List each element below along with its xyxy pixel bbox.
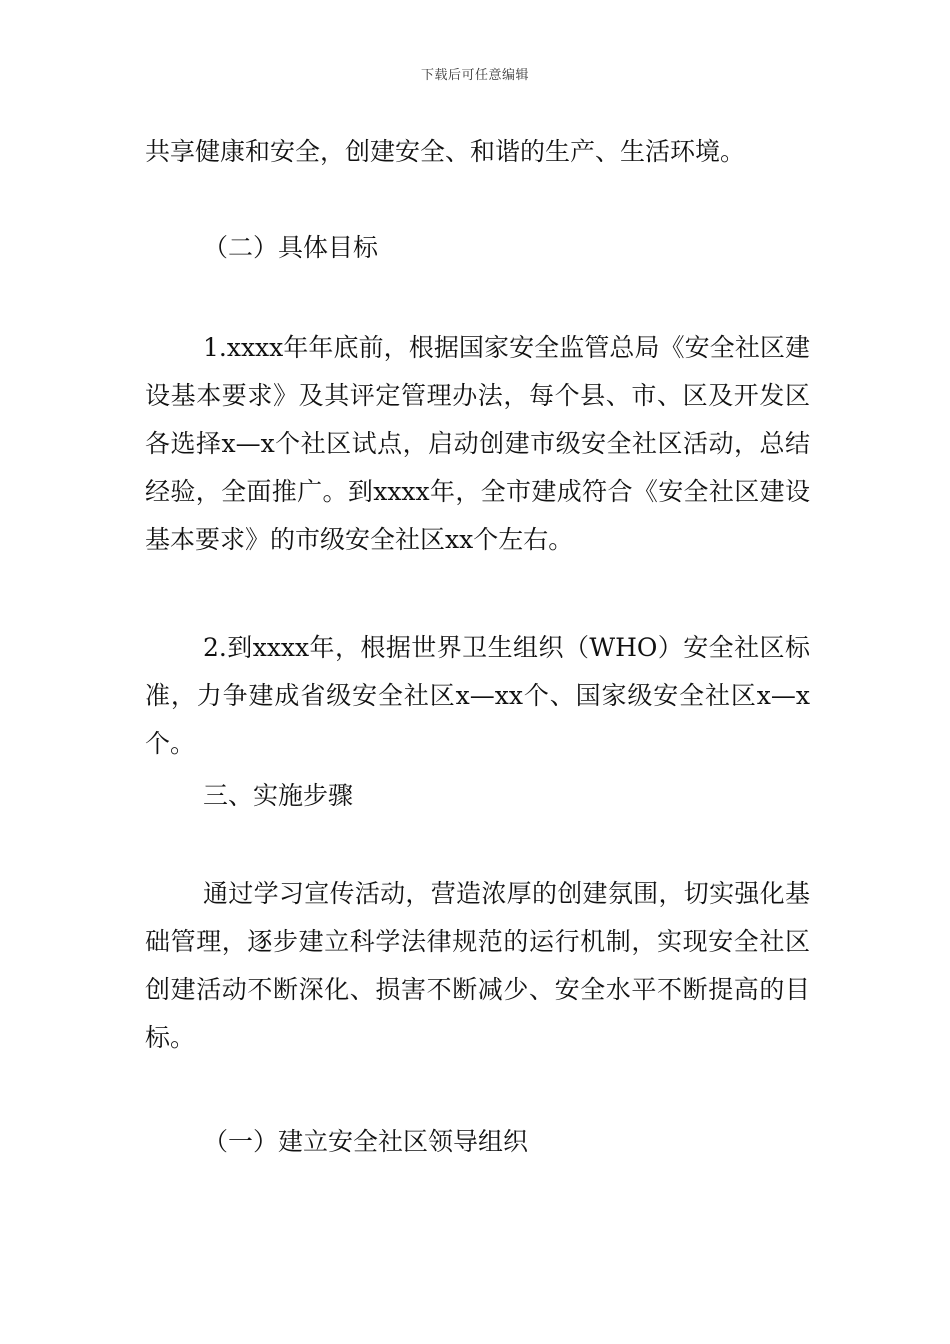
header-note: 下载后可任意编辑 (420, 68, 529, 83)
paragraph-implementation-intro: 通过学习宣传活动，营造浓厚的创建氛围，切实强化基础管理，逐步建立科学法律规范的运行机制，实现安全社区创建活动不断深化、损害不断减少、安全水平不断提高的目标。 (145, 879, 810, 1052)
paragraph-goal-1: 1.xxxx年年底前，根据国家安全监管总局《安全社区建设基本要求》及其评定管理办法，每个县、市、区及开发区各选择x—x个社区试点，启动创建市级安全社区活动，总结经验，全面推广。到xxxx年，全市建成符合《安全社区建设基本要求》的市级安全社区xx个左右。 (145, 333, 810, 554)
section-heading-leadership-organization: （一）建立安全社区领导组织 (203, 1127, 529, 1156)
paragraph-goal-continuation: 共享健康和安全，创建安全、和谐的生产、生活环境。 (145, 137, 746, 166)
section-heading-implementation-steps: 三、实施步骤 (203, 781, 354, 810)
section-heading-specific-goals: （二）具体目标 (203, 233, 379, 262)
paragraph-goal-2: 2.到xxxx年，根据世界卫生组织（WHO）安全社区标准，力争建成省级安全社区x—xx个、国家级安全社区x—x个。 (145, 633, 810, 758)
